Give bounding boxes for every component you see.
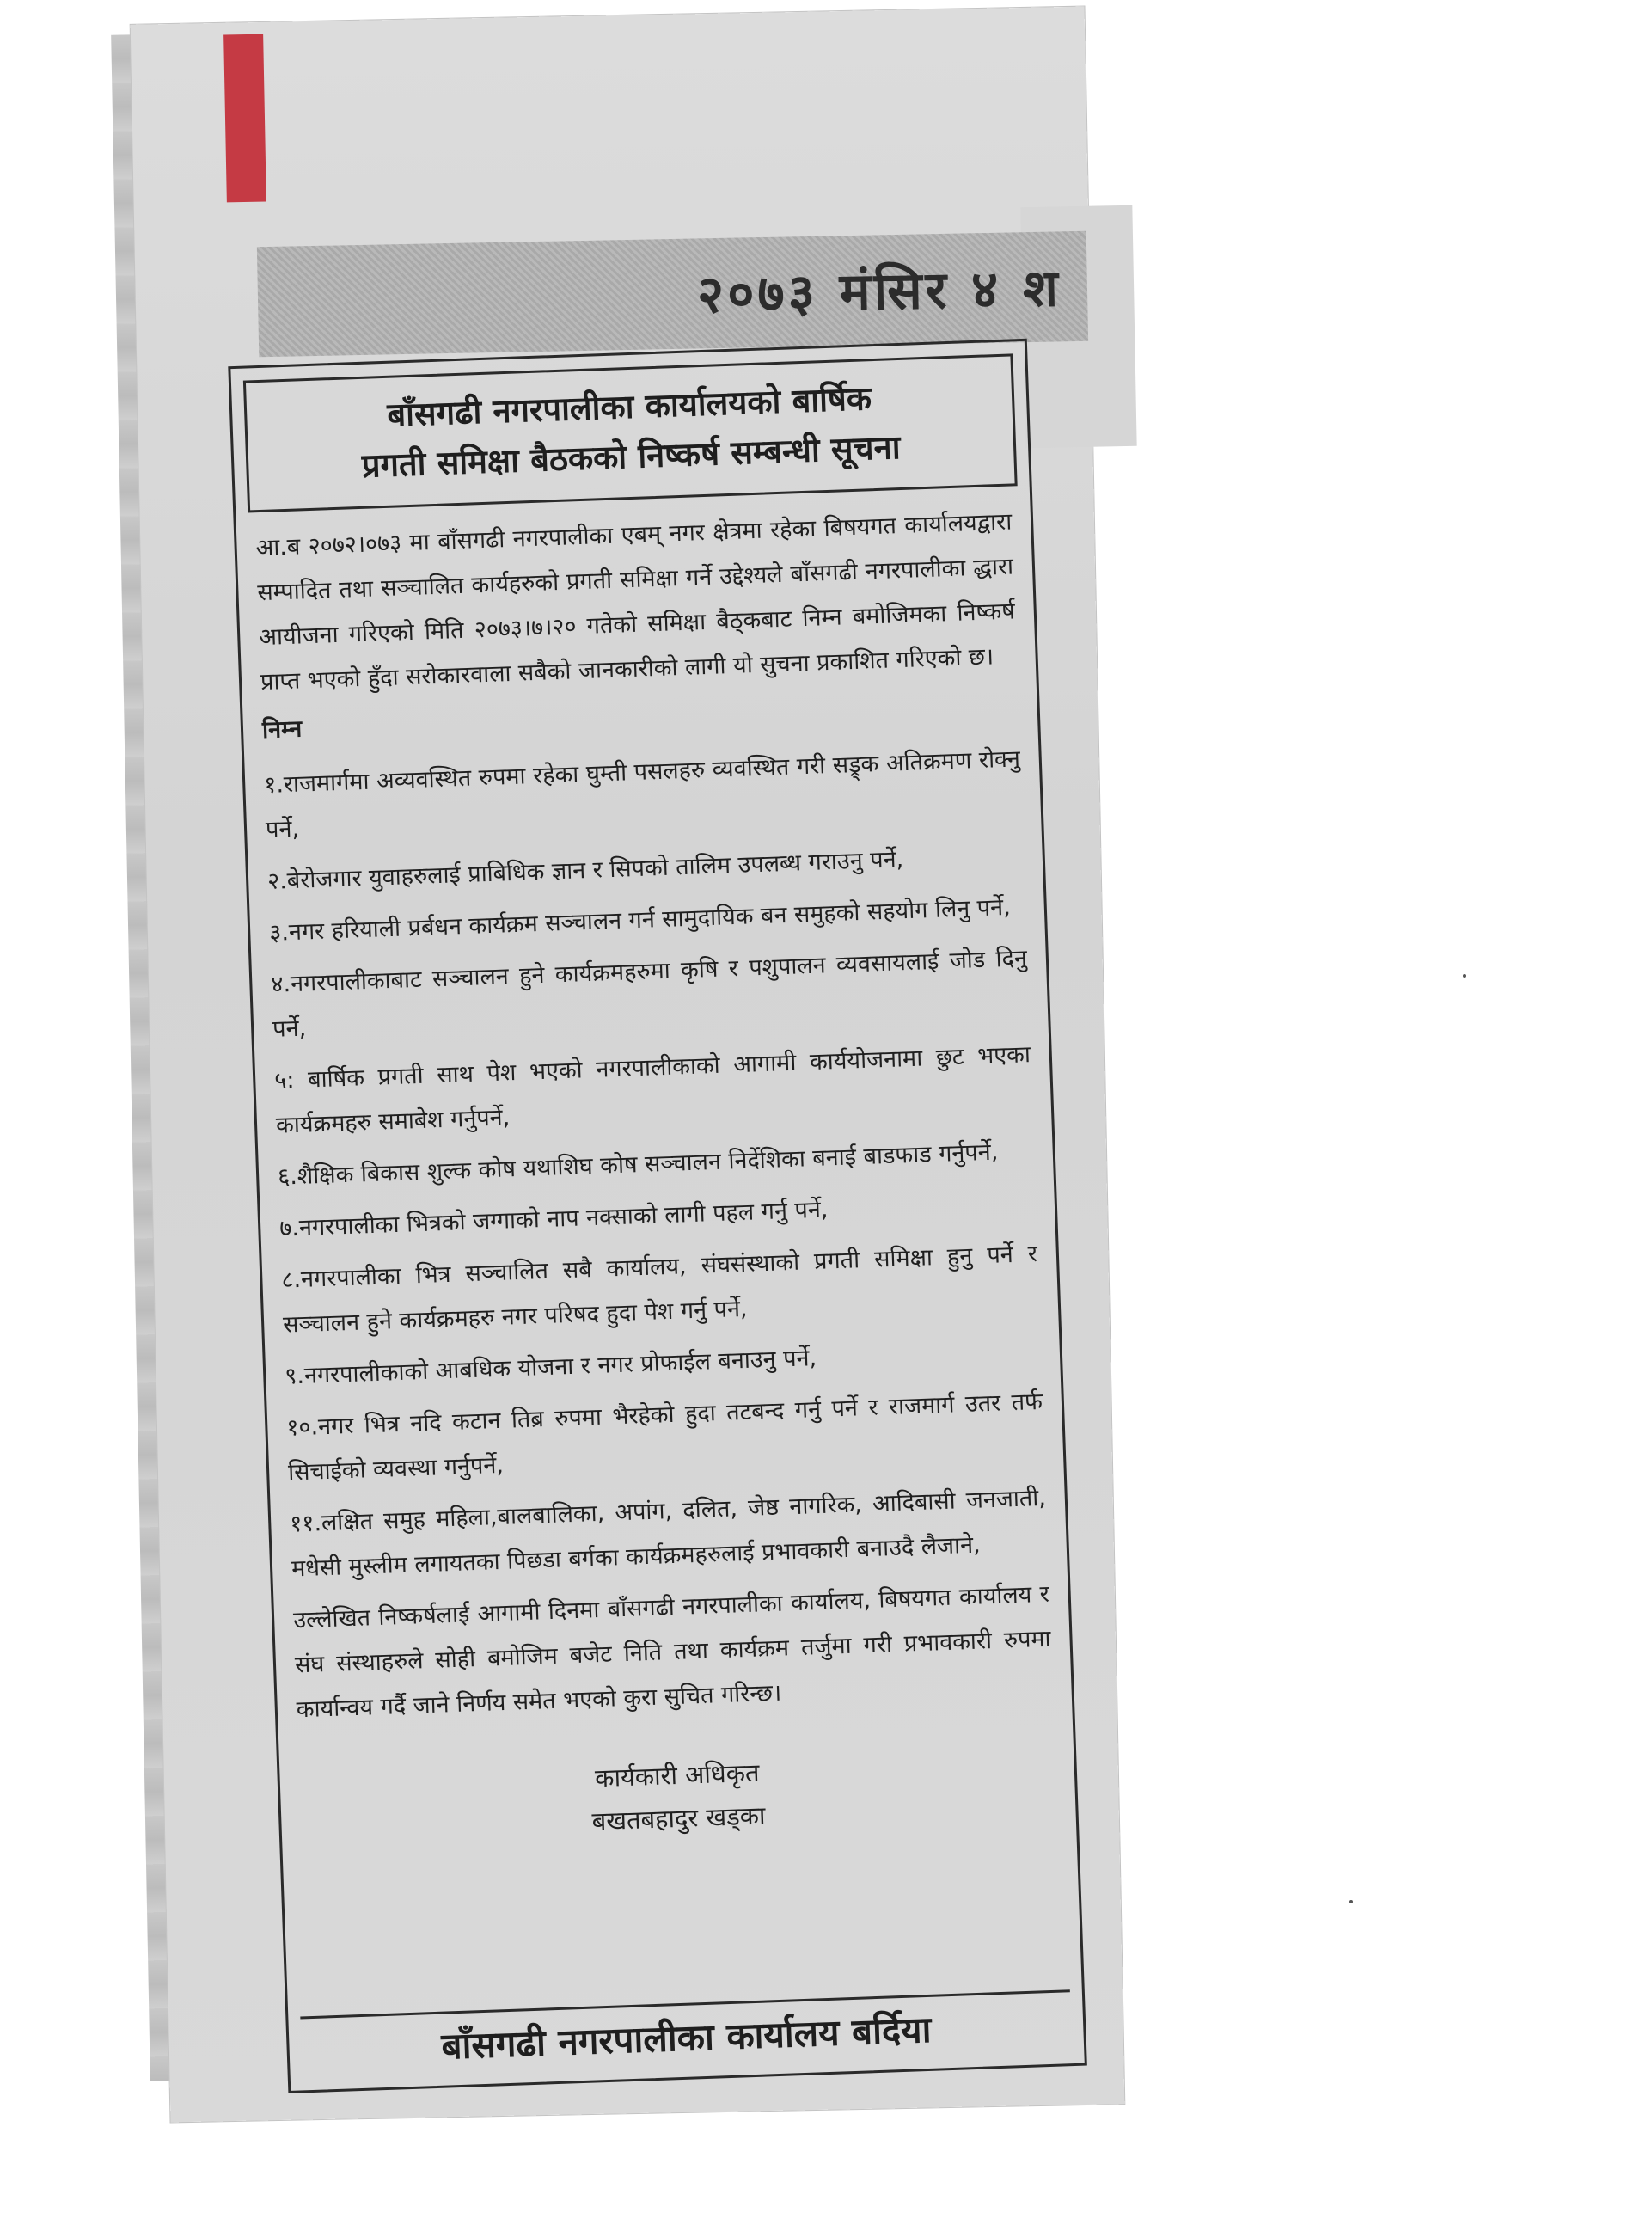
notice-title-box	[243, 353, 1018, 512]
conclusion-point: १.राजमार्गमा अव्यवस्थित रुपमा रहेका घुम्ती पसलहरु व्यवस्थित गरी सड्र्क अतिक्रमण रोक्नु पर्ने,	[263, 745, 1021, 844]
notice-closing: उल्लेखित निष्कर्षलाई आगामी दिनमा बाँसगढी नगरपालीका कार्यालय, बिषयगत कार्यालय र संघ संस्थाहरुले सोही बमोजिम बजेट निति तथा कार्यक्रम तर्जुमा गरी प्रभावकारी रुपमा कार्यान्वय गर्दै जाने निर्णय समेत भएको कुरा सुचित गरिन्छ।	[292, 1580, 1052, 1724]
date-header: २०७३ मंसिर ४ श	[696, 258, 1062, 326]
office-name-footer: बाँसगढी नगरपालीका कार्यालय बर्दिया	[300, 1989, 1072, 2075]
red-masthead-fragment	[223, 34, 266, 203]
signatory-name: बखतबहादुर खड्का	[591, 1800, 766, 1836]
conclusion-point: २.बेरोजगार युवाहरुलाई प्राबिधिक ज्ञान र सिपको तालिम उपलब्ध गराउनु पर्ने,	[266, 846, 904, 895]
notice-box	[228, 339, 1087, 2093]
speck	[1349, 1900, 1353, 1903]
date-header-band	[257, 231, 1088, 358]
signatory-title: कार्यकारी अधिकृत	[594, 1757, 760, 1793]
conclusion-point: ४.नगरपालीकाबाट सञ्चालन हुने कार्यक्रमहरुमा कृषि र पशुपालन व्यवसायलाई जोड दिनु पर्ने,	[270, 945, 1028, 1043]
conclusion-point: १०.नगर भित्र नदि कटान तिब्र रुपमा भैरहेको हुदा तटबन्द गर्नु पर्ने र राजमार्ग उतर तर्फ सिचाईको व्यवस्था गर्नुपर्ने,	[285, 1388, 1043, 1486]
speck	[1463, 974, 1466, 978]
conclusion-point: ११.लक्षित समुह महिला,बालबालिका, अपांग, दलित, जेष्ठ नागरिक, आदिबासी जनजाती, मधेसी मुस्लीम लगायतका पिछडा बर्गका कार्यक्रमहरुलाई प्रभावकारी बनाउदै लैजाने,	[289, 1484, 1047, 1583]
conclusion-point: ५: बार्षिक प्रगती साथ पेश भएको नगरपालीकाको आगामी कार्ययोजनामा छुट भएका कार्यक्रमहरु समाबेश गर्नुपर्ने,	[273, 1041, 1031, 1139]
points-label: निम्न	[261, 715, 303, 745]
conclusion-point: ३.नगर हरियाली प्रर्बधन कार्यक्रम सञ्चालन गर्न सामुदायिक बन समुहको सहयोग लिनु पर्ने,	[268, 893, 1012, 947]
notice-intro: आ.ब २०७२।०७३ मा बाँसगढी नगरपालीका एबम् नगर क्षेत्रमा रहेका बिषयगत कार्यालयद्वारा सम्पादित तथा सञ्चालित कार्यहरुको प्रगती समिक्षा गर्ने उद्देश्यले बाँसगढी नगरपालीका द्धारा आयीजना गरिएको मिति २०७३।७।२० गतेको समिक्षा बैठ्कबाट निम्न बमोजिमका निष्कर्ष प्राप्त भएको हुँदा सरोकारवाला सबैको जानकारीको लागी यो सुचना प्रकाशित गरिएको छ।	[255, 508, 1016, 696]
conclusion-point: ७.नगरपालीका भित्रको जग्गाको नाप नक्साको लागी पहल गर्नु पर्ने,	[278, 1196, 829, 1242]
notice-body	[236, 486, 1076, 1854]
conclusion-points	[263, 737, 1048, 1591]
signature-block	[298, 1741, 1057, 1854]
conclusion-point: ६.शैक्षिक बिकास शुल्क कोष यथाशिघ कोष सञ्चालन निर्देशिका बनाई बाडफाड गर्नुपर्ने,	[277, 1138, 999, 1191]
notice-title-line-2: प्रगती समिक्षा बैठकको निष्कर्ष सम्बन्धी सूचना	[361, 427, 902, 485]
notice-title-line-1: बाँसगढी नगरपालीका कार्यालयको बार्षिक	[386, 379, 872, 434]
conclusion-point: ९.नगरपालीकाको आबधिक योजना र नगर प्रोफाईल बनाउनु पर्ने,	[284, 1345, 817, 1390]
conclusion-point: ८.नगरपालीका भित्र सञ्चालित सबै कार्यालय, संघसंस्थाको प्रगती समिक्षा हुनु पर्ने र सञ्चालन हुने कार्यक्रमहरु नगर परिषद हुदा पेश गर्नु पर्ने,	[280, 1241, 1038, 1339]
